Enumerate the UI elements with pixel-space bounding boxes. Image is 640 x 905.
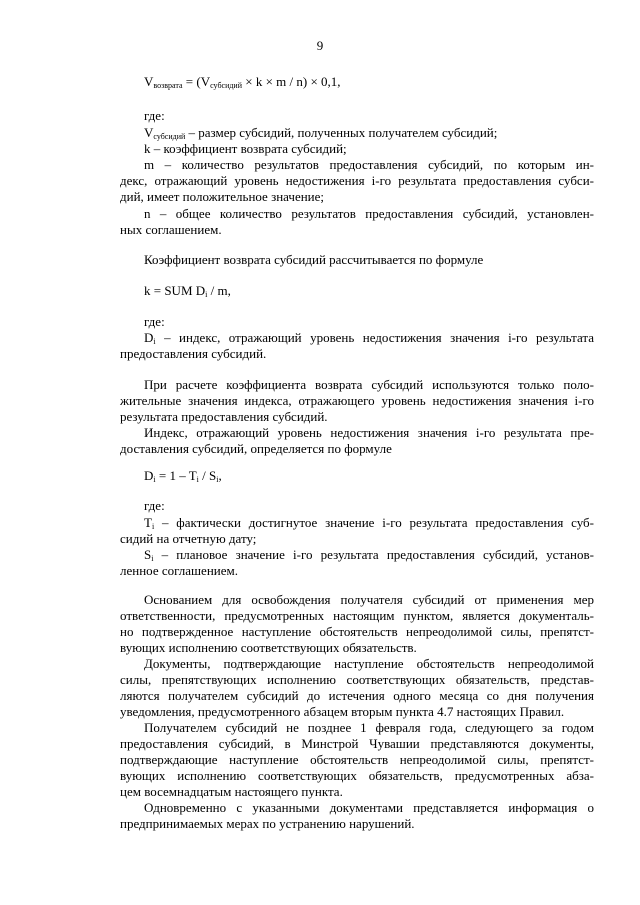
- definition-n-line: ных соглашением.: [120, 222, 222, 237]
- paragraph-index-line: доставления субсидий, определяется по формуле: [120, 441, 392, 456]
- definition-s-line: ленное соглашением.: [120, 563, 238, 578]
- definition-t-line: $T_i$ – фактически достигнутое значение i-го результата предоставления суб-: [144, 515, 594, 531]
- paragraph-docs-line: Документы, подтверждающие наступление обстоятельств непреодолимой: [144, 656, 594, 671]
- definition-d-line: $D_i$ – индекс, отражающий уровень недостижения значения i-го результата: [144, 330, 594, 346]
- paragraph-docs-line: ляются получателем субсидий до истечения одного месяца со дня получения: [120, 688, 594, 703]
- paragraph-calc-line: жительные значения индекса, отражающего уровень недостижения значения i-го: [120, 393, 594, 408]
- paragraph-deadline-line: подтверждающие наступление обстоятельств непреодолимой силы, препятст-: [120, 752, 594, 767]
- definition-m-line: декс, отражающий уровень недостижения i-го результата предоставления субси-: [120, 173, 594, 188]
- paragraph-info-line: Одновременно с указанными документами представляется информация о: [144, 800, 594, 815]
- formula-vozvrata: $V_{возврата} = (V_{субсидий} \times k \times m / n) \times 0,1$,: [144, 74, 341, 90]
- page-number: 9: [316, 38, 324, 53]
- paragraph-basis-line: но подтвержденное наступление обстоятельств непреодолимой силы, препятст-: [120, 624, 594, 639]
- where-label-2: где:: [144, 314, 165, 329]
- coefficient-intro: Коэффициент возврата субсидий рассчитывается по формуле: [144, 252, 484, 267]
- definition-t-line: сидий на отчетную дату;: [120, 531, 257, 546]
- definition-m-line: дий, имеет положительное значение;: [120, 189, 325, 204]
- paragraph-basis-line: ответственности, предусмотренных настоящим пунктом, является документаль-: [120, 608, 594, 623]
- paragraph-deadline-line: цем восемнадцатым настоящего пункта.: [120, 784, 343, 799]
- where-label-1: где:: [144, 108, 165, 123]
- paragraph-basis-line: Основанием для освобождения получателя субсидий от применения мер: [144, 592, 594, 607]
- formula-k: k = SUM $D_i$ / m,: [144, 283, 231, 299]
- paragraph-docs-line: силы, препятствующих исполнению соответствующих обязательств, представ-: [120, 672, 594, 687]
- definition-n-line: n – общее количество результатов предоставления субсидий, установлен-: [144, 206, 594, 221]
- paragraph-deadline-line: предоставления субсидий, в Минстрой Чувашии представляются документы,: [120, 736, 594, 751]
- definition-d-line: предоставления субсидий.: [120, 346, 267, 361]
- paragraph-deadline-line: вующих исполнению соответствующих обязательств, предусмотренных абза-: [120, 768, 594, 783]
- definition-s-line: $S_i$ – плановое значение i-го результата предоставления субсидий, установ-: [144, 547, 594, 563]
- paragraph-basis-line: вующих исполнению соответствующих обязательств.: [120, 640, 417, 655]
- definition-v-subsidy: $V_{субсидий}$ – размер субсидий, полученных получателем субсидий;: [144, 125, 498, 141]
- paragraph-info-line: предпринимаемых мерах по устранению нарушений.: [120, 816, 415, 831]
- paragraph-calc-line: При расчете коэффициента возврата субсидий используются только поло-: [144, 377, 594, 392]
- where-label-3: где:: [144, 498, 165, 513]
- paragraph-index-line: Индекс, отражающий уровень недостижения значения i-го результата пре-: [144, 425, 594, 440]
- definition-m-line: m – количество результатов предоставления субсидий, по которым ин-: [144, 157, 594, 172]
- formula-d: $D_i = 1 - T_i / S_i$,: [144, 468, 222, 484]
- paragraph-calc-line: результата предоставления субсидий.: [120, 409, 328, 424]
- paragraph-docs-line: уведомления, предусмотренного абзацем вторым пункта 4.7 настоящих Правил.: [120, 704, 565, 719]
- definition-k: k – коэффициент возврата субсидий;: [144, 141, 347, 156]
- paragraph-deadline-line: Получателем субсидий не позднее 1 февраля года, следующего за годом: [144, 720, 594, 735]
